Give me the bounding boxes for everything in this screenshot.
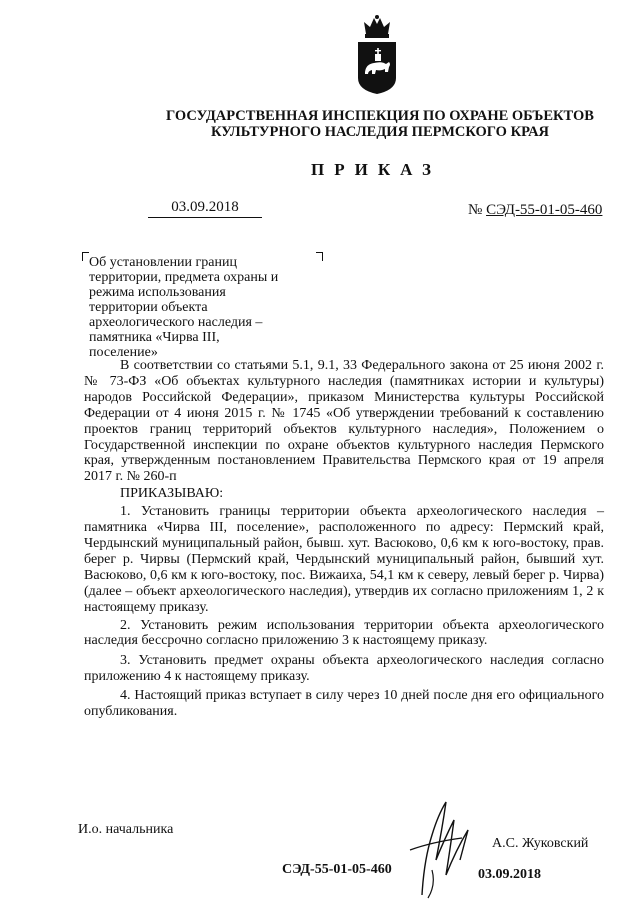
order-item-1: 1. Установить границы территории объекта археологического наследия – памятника «Чирва III, поселение», расположенного по адресу: Пермский край, Чердынский муниципальный район, бывш. хут. Васюково, 0,6 км к юго-востоку, прав. берег р. Чирвы (Пермский край, Чердынский муниципальный район, бывший хут. Васюково, 0,6 км к юго-востоку, пос. Вижаиха, 54,1 км к северу, левый берег р. Чирва) (далее – объект археологического наследия), утвердив их согласно приложениям 1, 2 к настоящему приказу.: [84, 504, 604, 615]
preamble-paragraph: В соответствии со статьями 5.1, 9.1, 33 Федерального закона от 25 июня 2002 г. № 73-ФЗ «Об объектах культурного наследия (памятниках истории и культуры) народов Российской Федерации», приказом Министерства культуры Российской Федерации от 4 июня 2015 г. № 1745 «Об утверждении требований к составлению проектов границ территорий объектов культурного наследия», Положением о Государственной инспекции по охране объектов культурного наследия Пермского края, утвержденным постановлением Правительства Пермского края от 19 апреля 2017 г. № 260-п: [84, 358, 604, 485]
signatory-position: И.о. начальника: [78, 822, 174, 837]
organization-name-line-2: КУЛЬТУРНОГО НАСЛЕДИЯ ПЕРМСКОГО КРАЯ: [210, 124, 550, 140]
order-item-4: 4. Настоящий приказ вступает в силу через 10 дней после дня его официального опубликования.: [84, 688, 604, 720]
signatory-name: А.С. Жуковский: [492, 836, 589, 851]
document-type-title: ПРИКАЗ: [311, 160, 441, 179]
subject-bracket-right: [316, 252, 323, 261]
subject-line: поселение»: [89, 345, 158, 360]
order-item-2: 2. Установить режим использования территории объекта археологического наследия бессрочно согласно приложению 3 к настоящему приказу.: [84, 617, 604, 649]
number-sign: №: [468, 202, 483, 218]
subject-line: Об установлении границ: [89, 255, 237, 270]
order-item-3: 3. Установить предмет охраны объекта археологического наследия согласно приложению 4 к настоящему приказу.: [84, 653, 604, 685]
registration-stamp-date: 03.09.2018: [478, 867, 541, 882]
perm-krai-coat-of-arms-icon: [354, 14, 400, 96]
order-subject: [89, 255, 278, 360]
subject-line: памятника «Чирва III,: [89, 330, 220, 345]
handwritten-signature: [402, 790, 482, 900]
subject-line: археологического наследия –: [89, 315, 263, 330]
registration-stamp-number: СЭД-55-01-05-460: [282, 862, 392, 877]
order-body: [84, 358, 604, 720]
subject-line: территории объекта: [89, 300, 208, 315]
subject-line: режима использования: [89, 285, 226, 300]
organization-name-line-1: ГОСУДАРСТВЕННАЯ ИНСПЕКЦИЯ ПО ОХРАНЕ ОБЪЕКТОВ: [166, 108, 594, 124]
order-word: ПРИКАЗЫВАЮ:: [120, 486, 224, 502]
subject-line: территории, предмета охраны и: [89, 270, 279, 285]
order-number: [468, 202, 602, 219]
subject-bracket-left: [82, 252, 89, 261]
number-value: СЭД-55-01-05-460: [486, 202, 603, 218]
order-date: 03.09.2018: [148, 199, 262, 218]
